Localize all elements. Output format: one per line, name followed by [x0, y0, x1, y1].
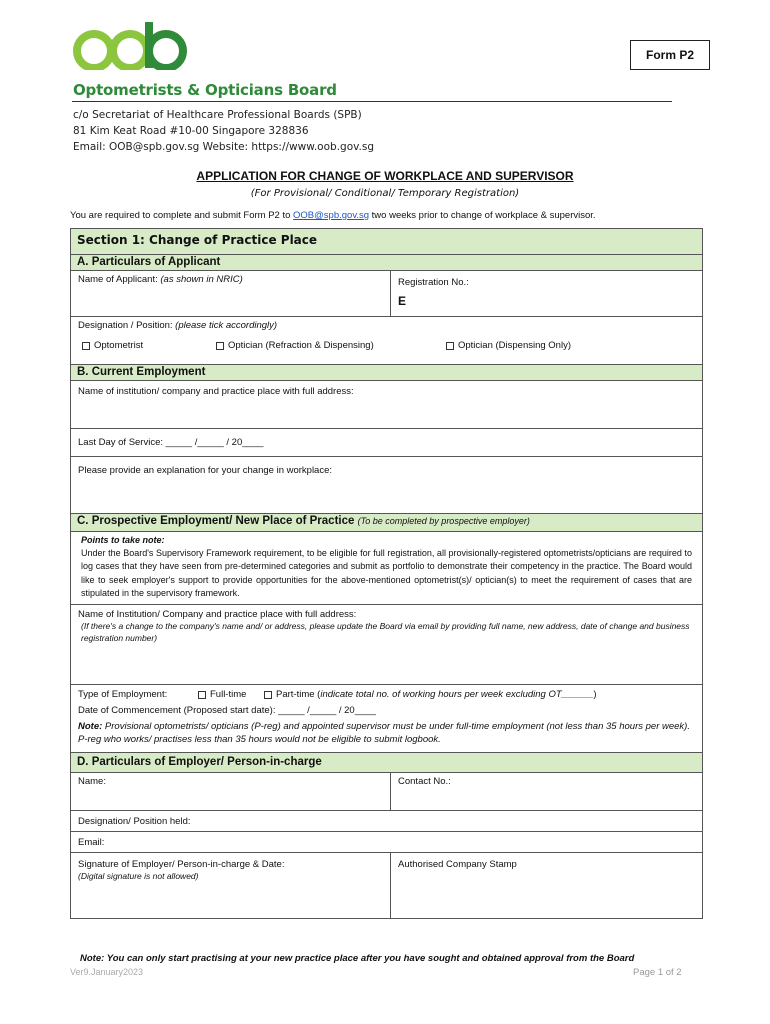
employer-email-field[interactable]: [71, 831, 702, 852]
field-note: (If there's a change to the company's name and/ or address, please update the Board via email by providing full name, new address, date of change and business registration number): [81, 621, 690, 643]
field-label: Name of Institution/ Company and practice place with full address:: [78, 609, 357, 620]
field-label: Contact No.:: [398, 776, 451, 787]
document-title: APPLICATION FOR CHANGE OF WORKPLACE AND SUPERVISOR: [196, 169, 574, 183]
field-label: Designation / Position:: [78, 320, 176, 331]
employment-details: [71, 684, 702, 752]
address-line: c/o Secretariat of Healthcare Professional Boards (SPB): [73, 109, 362, 121]
header-divider: [72, 101, 672, 102]
employment-type-row: [71, 685, 702, 700]
address-line: Email: OOB@spb.gov.sg Website: https://www.oob.gov.sg: [73, 141, 374, 153]
employer-name-field[interactable]: [71, 773, 391, 810]
option-full-time[interactable]: [198, 689, 264, 700]
instruction-text: two weeks prior to change of workplace & supervisor.: [369, 210, 596, 221]
option-note: indicate total no. of working hours per week excluding OT______: [320, 689, 594, 700]
field-label: Signature of Employer/ Person-in-charge & Date:: [78, 859, 285, 870]
checkbox-optometrist[interactable]: [82, 342, 90, 350]
section-1-header: Section 1: Change of Practice Place: [71, 229, 702, 254]
checkbox-optician-refraction[interactable]: [216, 342, 224, 350]
company-stamp-field[interactable]: [391, 853, 702, 918]
section-d-header: D. Particulars of Employer/ Person-in-charge: [71, 752, 702, 772]
instruction-text: You are required to complete and submit Form P2 to: [70, 210, 294, 221]
option-optometrist[interactable]: [82, 340, 216, 351]
points-to-note: [71, 531, 702, 604]
version-label: Ver9.January2023: [70, 967, 144, 977]
board-name: Optometrists & Opticians Board: [73, 81, 337, 99]
points-text: Under the Board's Supervisory Framework requirement, to be eligible for full registration, all provisionally-registered optometrists/opticians are required to log cases that they have seen from pre-determined categories and submit as portfolio to demonstrate their competency in the practice. The Board would like to seek employer's support to provide opportunities for the above-mentioned optometrist(s)/ optician(s) to meet the requirement of cases that are stipulated in the supervisory framework.: [81, 548, 692, 598]
option-label: Full-time: [210, 689, 247, 700]
option-label: ): [593, 689, 597, 700]
approval-note: Note: You can only start practising at your new practice place after you have sought and obtained approval from the Board: [80, 953, 635, 964]
field-label: Name of Applicant:: [78, 274, 161, 285]
new-institution-field[interactable]: [71, 604, 702, 684]
field-note: (Digital signature is not allowed): [78, 871, 199, 881]
points-title: Points to take note:: [81, 535, 165, 545]
form-id-badge: Form P2: [630, 40, 710, 70]
option-label: Optician (Dispensing Only): [458, 340, 571, 351]
email-link[interactable]: OOB@spb.gov.sg: [293, 210, 370, 221]
registration-prefix: E: [398, 294, 407, 308]
commencement-date-field[interactable]: [71, 700, 702, 719]
employer-contact-field[interactable]: [391, 773, 702, 810]
applicant-row: [71, 270, 702, 316]
field-label: Please provide an explanation for your change in workplace:: [78, 465, 333, 476]
field-label: Date of Commencement (Proposed start date): _____ /_____ / 20____: [78, 705, 376, 716]
note-text: Provisional optometrists/ opticians (P-reg) and appointed supervisor must be under full-time employment (not less than 35 hours per week). P-reg who works/ practises less than 35 hours would not be eligible to submit logbook.: [78, 721, 690, 745]
signature-row: [71, 852, 702, 918]
option-part-time[interactable]: [264, 689, 597, 700]
application-form: [70, 228, 703, 919]
section-c-note: (To be completed by prospective employer): [357, 516, 530, 526]
option-label: Part-time (: [276, 689, 321, 700]
board-address: [73, 107, 374, 155]
checkbox-part-time[interactable]: [264, 691, 272, 699]
field-label: Last Day of Service: _____ /_____ / 20____: [78, 437, 264, 448]
oob-logo: [72, 20, 192, 70]
field-label: Type of Employment:: [78, 689, 168, 700]
field-label: Email:: [78, 837, 105, 848]
checkbox-full-time[interactable]: [198, 691, 206, 699]
employer-designation-field[interactable]: [71, 810, 702, 831]
field-label: Name of institution/ company and practice place with full address:: [78, 386, 354, 397]
field-label: Authorised Company Stamp: [398, 859, 517, 870]
current-institution-field[interactable]: [71, 380, 702, 428]
checkbox-optician-dispensing[interactable]: [446, 342, 454, 350]
section-c-title: C. Prospective Employment/ New Place of Practice: [77, 515, 355, 527]
change-explanation-field[interactable]: [71, 456, 702, 513]
registration-no-field[interactable]: [391, 271, 702, 316]
section-c-header: [71, 513, 702, 531]
page-number: Page 1 of 2: [633, 967, 682, 978]
document-subtitle: (For Provisional/ Conditional/ Temporary Registration): [250, 188, 520, 199]
last-day-of-service-field[interactable]: [71, 428, 702, 456]
option-optician-dispensing[interactable]: [446, 340, 571, 351]
employer-signature-field[interactable]: [71, 853, 391, 918]
applicant-name-field[interactable]: [71, 271, 391, 316]
field-label: Designation/ Position held:: [78, 816, 191, 827]
employer-name-row: [71, 772, 702, 810]
field-note: (please tick accordingly): [175, 320, 278, 331]
note-label: Note:: [78, 721, 103, 732]
field-label: Name:: [78, 776, 106, 787]
address-line: 81 Kim Keat Road #10-00 Singapore 328836: [73, 125, 309, 137]
field-note: (as shown in NRIC): [160, 274, 243, 285]
designation-row: [71, 316, 702, 364]
field-label: Registration No.:: [398, 277, 469, 288]
section-b-header: B. Current Employment: [71, 364, 702, 380]
employment-note: [71, 719, 702, 749]
option-optician-refraction[interactable]: [216, 340, 446, 351]
option-label: Optician (Refraction & Dispensing): [228, 340, 374, 351]
submission-instruction: [70, 210, 596, 221]
section-a-header: A. Particulars of Applicant: [71, 254, 702, 270]
option-label: Optometrist: [94, 340, 144, 351]
